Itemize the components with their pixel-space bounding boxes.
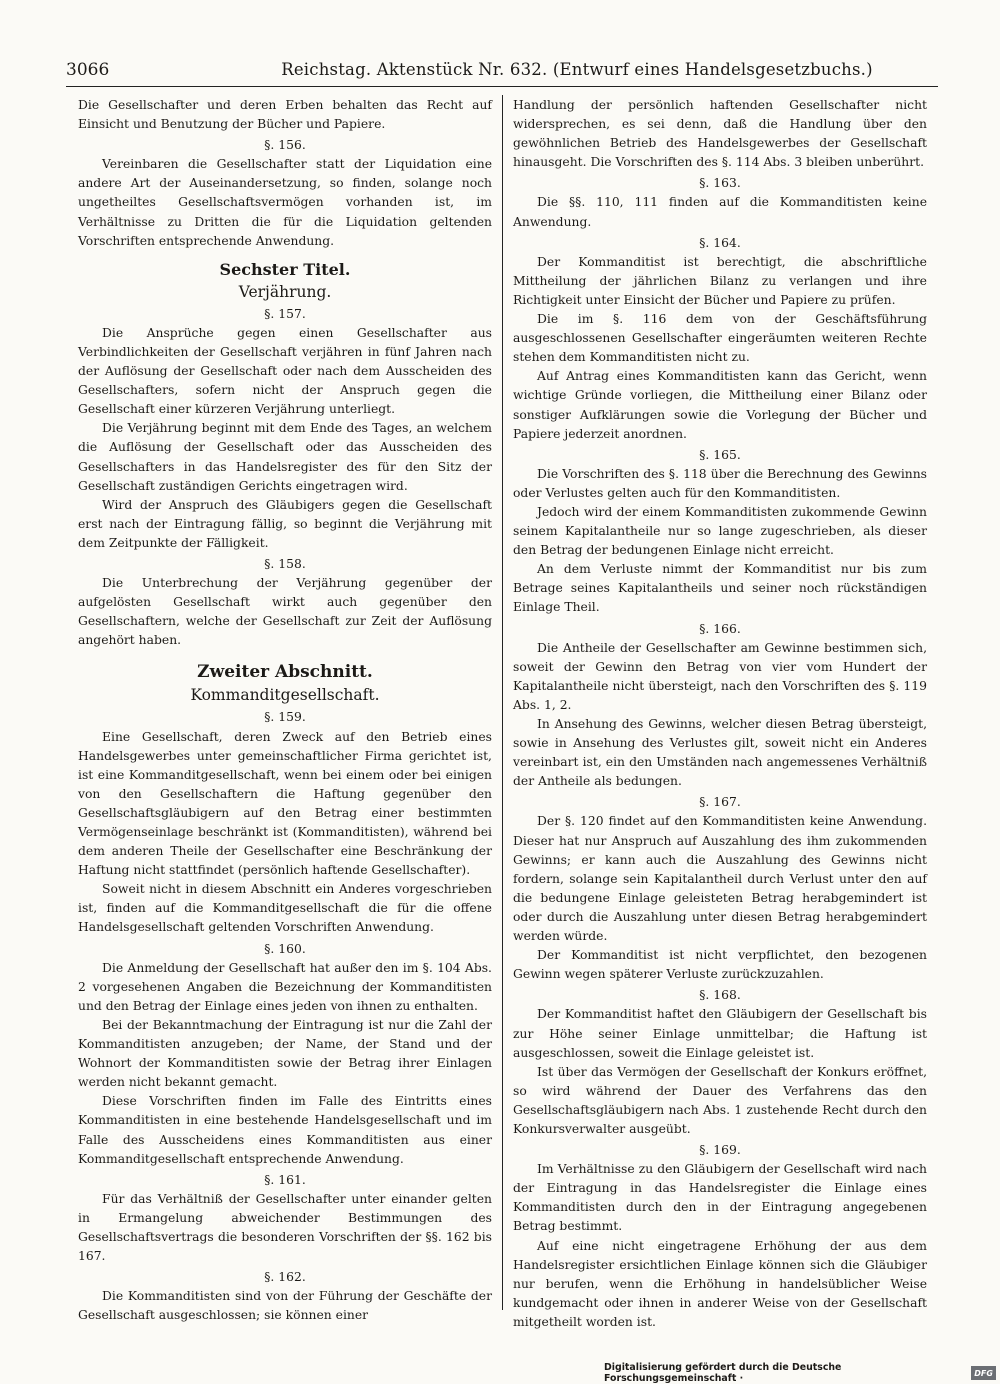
paragraph: Diese Vorschriften finden im Falle des Eintritts eines Kommanditisten in eine bestehende Handelsgesellschaft und im Falle des Ausscheidens eines Kommanditisten aus einer Kommanditgesellschaft entsprechende Anwendung. xyxy=(78,1094,492,1166)
section-heading: §. 167. xyxy=(699,795,741,810)
header-rule xyxy=(66,86,938,87)
section-heading: §. 168. xyxy=(699,988,741,1003)
section-heading: §. 163. xyxy=(699,176,741,191)
running-title: Reichstag. Aktenstück Nr. 632. (Entwurf eines Handelsgesetzbuchs.) xyxy=(281,60,873,79)
right-column xyxy=(513,96,927,1332)
section-heading: §. 158. xyxy=(264,556,306,571)
section-heading: §. 161. xyxy=(264,1172,306,1187)
paragraph: Bei der Bekanntmachung der Eintragung ist nur die Zahl der Kommanditisten anzugeben; der Name, der Stand und der Wohnort der Kommanditisten sowie der Betrag ihrer Einlagen werden nicht bekannt gemacht. xyxy=(78,1017,492,1090)
paragraph: Die Anmeldung der Gesellschaft hat außer den im §. 104 Abs. 2 vorgesehenen Angaben die Bezeichnung der Kommanditisten und den Betrag der Einlage eines jeden von ihnen zu enthalten. xyxy=(78,960,492,1013)
subtitle-heading: Kommanditgesellschaft. xyxy=(190,686,380,705)
page-header xyxy=(66,60,938,80)
paragraph: Die Vorschriften des §. 118 über die Berechnung des Gewinns oder Verlustes gelten auch für den Kommanditisten. xyxy=(513,466,927,500)
paragraph: Die Gesellschafter und deren Erben behalten das Recht auf Einsicht und Benutzung der Bücher und Papiere. xyxy=(78,98,492,132)
paragraph: Ist über das Vermögen der Gesellschaft der Konkurs eröffnet, so wird während der Dauer des Verfahrens das den Gesellschaftsgläubigern nach Abs. 1 zustehende Recht durch den Konkursverwalter ausgeübt. xyxy=(513,1064,927,1136)
section-heading: §. 159. xyxy=(264,710,306,725)
paragraph: Der Kommanditist ist berechtigt, die abschriftliche Mittheilung der jährlichen Bilanz zu verlangen und ihre Richtigkeit unter Einsicht der Bücher und Papiere zu prüfen. xyxy=(513,254,927,307)
paragraph: Die Verjährung beginnt mit dem Ende des Tages, an welchem die Auflösung der Gesellschaft oder das Ausscheiden des Gesellschafters in das Handelsregister des für den Sitz der Gesellschaft zuständigen Gerichts eingetragen wird. xyxy=(78,421,492,493)
paragraph: Der §. 120 findet auf den Kommanditisten keine Anwendung. Dieser hat nur Anspruch auf Auszahlung des ihm zukommenden Gewinns; er kann auch die Auszahlung des Gewinns nicht fordern, solange sein Kapitalantheil durch Verlust unter den auf die bedungene Einlage geleisteten Betrag herabgemindert ist oder durch die Auszahlung unter diesen Betrag herabgemindert werden würde. xyxy=(513,814,927,944)
paragraph: Die Kommanditisten sind von der Führung der Geschäfte der Gesellschaft ausgeschlossen; sie können einer xyxy=(78,1289,492,1323)
paragraph: An dem Verluste nimmt der Kommanditist nur bis zum Betrage seines Kapitalantheils und seiner noch rückständigen Einlage Theil. xyxy=(513,562,927,615)
section-heading: §. 166. xyxy=(699,621,741,636)
column-divider xyxy=(502,95,503,1310)
paragraph: Der Kommanditist haftet den Gläubigern der Gesellschaft bis zur Höhe seiner Einlage unmittelbar; die Haftung ist ausgeschlossen, soweit die Einlage geleistet ist. xyxy=(513,1007,927,1060)
paragraph: Die im §. 116 dem von der Geschäftsführung ausgeschlossenen Gesellschafter eingeräumten weiteren Rechte stehen dem Kommanditisten nicht zu. xyxy=(513,312,927,365)
section-heading: §. 165. xyxy=(699,447,741,462)
paragraph: Auf eine nicht eingetragene Erhöhung der aus dem Handelsregister ersichtlichen Einlage können sich die Gläubiger nur berufen, wenn die Erhöhung in handelsüblicher Weise kundgemacht oder ihnen in anderer Weise von der Gesellschaft mitgetheilt worden ist. xyxy=(513,1238,927,1329)
dfg-logo: DFG xyxy=(971,1366,996,1380)
left-column xyxy=(78,96,492,1325)
paragraph: Handlung der persönlich haftenden Gesellschafter nicht widersprechen, es sei denn, daß die Handlung über den gewöhnlichen Betrieb des Handelsgewerbes der Gesellschaft hinausgeht. Die Vorschriften des §. 114 Abs. 3 bleiben unberührt. xyxy=(513,98,927,170)
section-heading: §. 169. xyxy=(699,1143,741,1158)
paragraph: Soweit nicht in diesem Abschnitt ein Anderes vorgeschrieben ist, finden auf die Kommanditgesellschaft die für die offene Handelsgesellschaft geltenden Vorschriften Anwendung. xyxy=(78,882,492,935)
footer-credit xyxy=(604,1362,996,1384)
paragraph: Der Kommanditist ist nicht verpflichtet, den bezogenen Gewinn wegen späterer Verluste zurückzuzahlen. xyxy=(513,948,927,982)
footer-text: Digitalisierung gefördert durch die Deutsche Forschungsgemeinschaft · xyxy=(604,1362,842,1384)
title-heading: Sechster Titel. xyxy=(219,259,351,279)
section-heading: §. 160. xyxy=(264,941,306,956)
subtitle-heading: Verjährung. xyxy=(238,282,332,301)
paragraph: Die §§. 110, 111 finden auf die Kommanditisten keine Anwendung. xyxy=(513,195,927,229)
paragraph: Eine Gesellschaft, deren Zweck auf den Betrieb eines Handelsgewerbes unter gemeinschaftlicher Firma gerichtet ist, ist eine Kommanditgesellschaft, wenn bei einem oder bei einigen von den Gesellschaftern die Haftung gegenüber den Gesellschaftsgläubigern auf den Betrag einer bestimmten Vermögenseinlage beschränkt ist (Kommanditisten), während bei dem anderen Theile der Gesellschafter eine Beschränkung der Haftung nicht stattfindet (persönlich haftende Gesellschafter). xyxy=(78,729,492,878)
paragraph: Auf Antrag eines Kommanditisten kann das Gericht, wenn wichtige Gründe vorliegen, die Mittheilung einer Bilanz oder sonstiger Aufklärungen sowie die Vorlegung der Bücher und Papiere jederzeit anordnen. xyxy=(513,369,927,441)
section-heading: §. 157. xyxy=(264,306,306,321)
paragraph: Vereinbaren die Gesellschafter statt der Liquidation eine andere Art der Auseinandersetzung, so finden, solange noch ungetheiltes Gesellschaftsvermögen vorhanden ist, im Verhältnisse zu Dritten die für die Liquidation geltenden Vorschriften entsprechende Anwendung. xyxy=(78,157,492,248)
paragraph: Jedoch wird der einem Kommanditisten zukommende Gewinn seinem Kapitalantheile nur so lange zugeschrieben, als dieser den Betrag der bedungenen Einlage nicht erreicht. xyxy=(513,504,927,558)
paragraph: Wird der Anspruch des Gläubigers gegen die Gesellschaft erst nach der Eintragung fällig, so beginnt die Verjährung mit dem Zeitpunkte der Fälligkeit. xyxy=(78,497,492,550)
paragraph: Im Verhältnisse zu den Gläubigern der Gesellschaft wird nach der Eintragung in das Handelsregister die Einlage eines Kommanditisten durch den in der Eintragung angegebenen Betrag bestimmt. xyxy=(513,1162,927,1234)
paragraph: In Ansehung des Gewinns, welcher diesen Betrag übersteigt, sowie in Ansehung des Verlustes gilt, soweit nicht ein Anderes vereinbart ist, ein den Umständen nach angemessenes Verhältniß der Antheile als bedungen. xyxy=(513,717,927,789)
section-heading: §. 164. xyxy=(699,235,741,250)
paragraph: Die Unterbrechung der Verjährung gegenüber der aufgelösten Gesellschaft wirkt auch gegenüber den Gesellschaftern, welche der Gesellschaft zur Zeit der Auflösung angehört haben. xyxy=(78,576,492,648)
page-number: 3066 xyxy=(66,60,110,80)
paragraph: Für das Verhältniß der Gesellschafter unter einander gelten in Ermangelung abweichender Bestimmungen des Gesellschaftsvertrags die besonderen Vorschriften der §§. 162 bis 167. xyxy=(78,1191,492,1264)
abschnitt-heading: Zweiter Abschnitt. xyxy=(197,662,373,683)
section-heading: §. 156. xyxy=(264,138,306,153)
section-heading: §. 162. xyxy=(264,1270,306,1285)
paragraph: Die Antheile der Gesellschafter am Gewinne bestimmen sich, soweit der Gewinn den Betrag von vier vom Hundert der Kapitalantheile nicht übersteigt, nach den Vorschriften des §. 119 Abs. 1, 2. xyxy=(513,640,927,712)
paragraph: Die Ansprüche gegen einen Gesellschafter aus Verbindlichkeiten der Gesellschaft verjähren in fünf Jahren nach der Auflösung der Gesellschaft oder nach dem Ausscheiden des Gesellschafters, sofern nicht der Anspruch gegen die Gesellschaft einer kürzeren Verjährung unterliegt. xyxy=(78,325,492,417)
